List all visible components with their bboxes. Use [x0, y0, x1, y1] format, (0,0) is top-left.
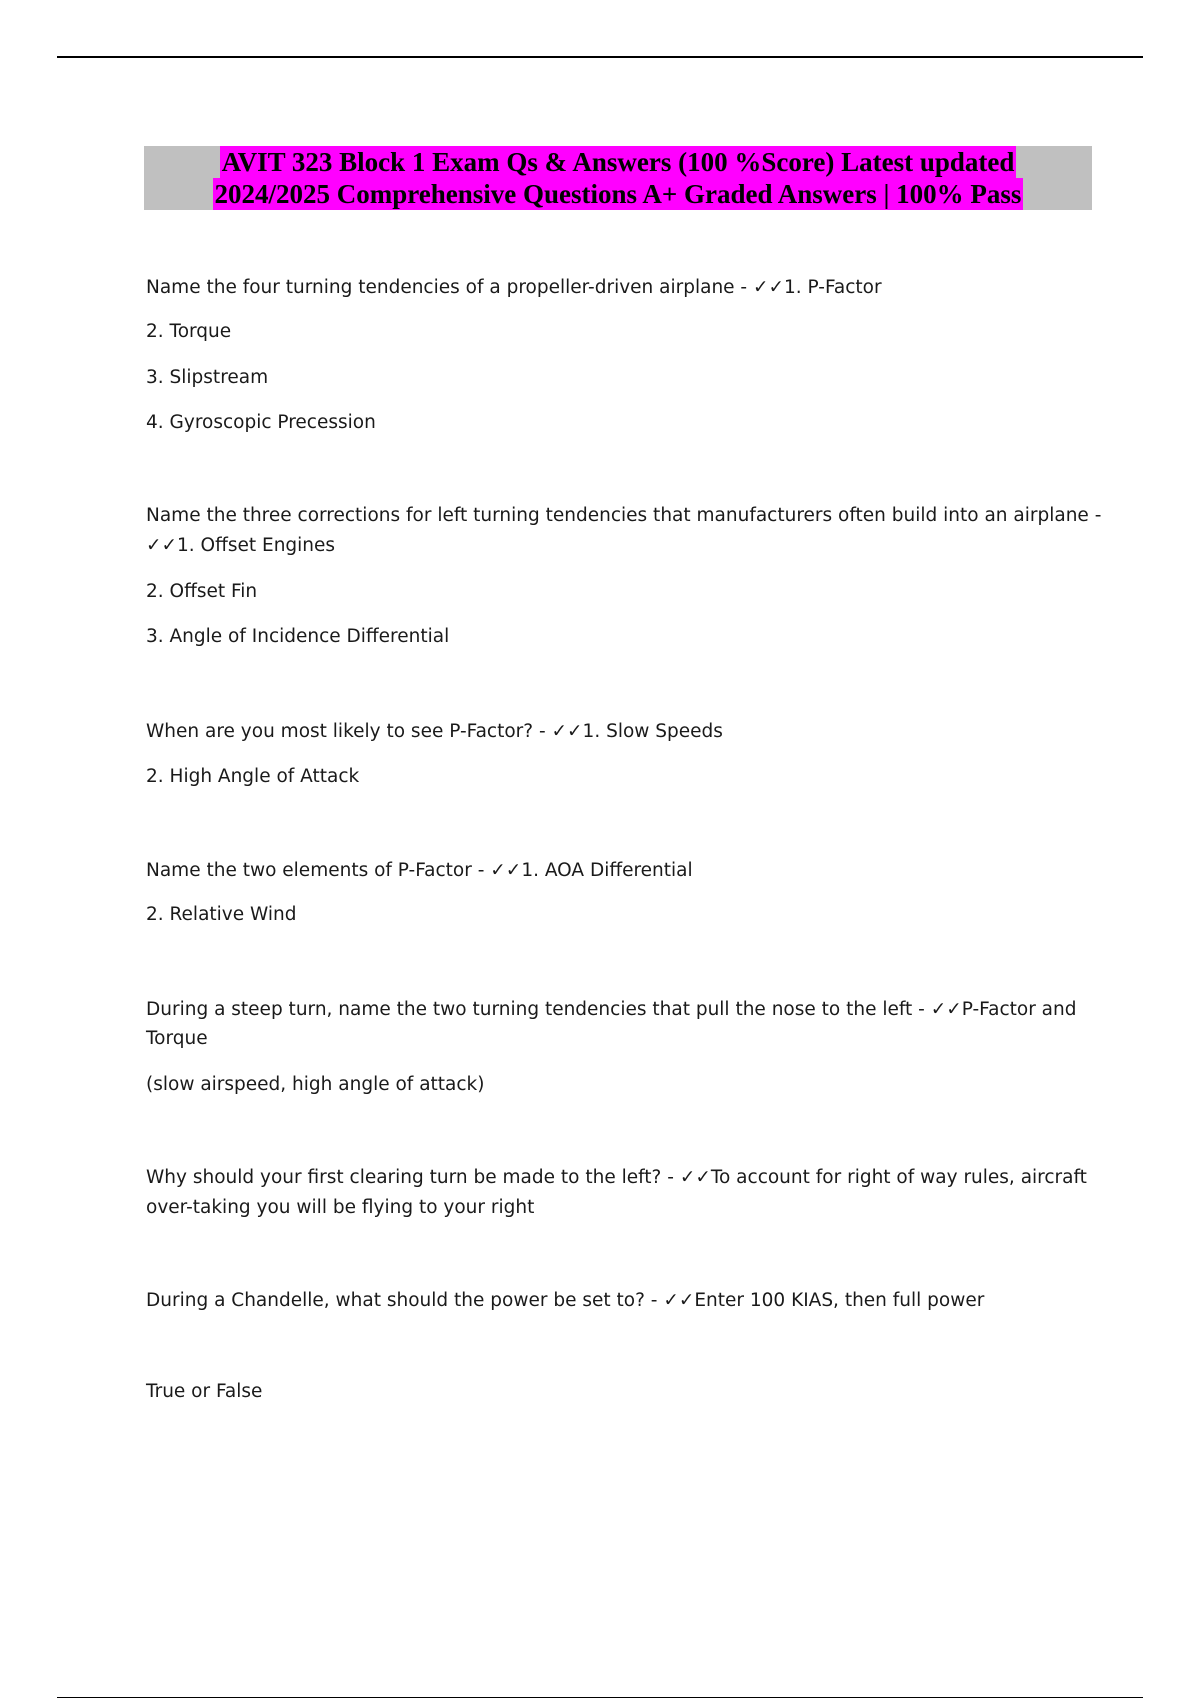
- answer-text: P-Factor and: [961, 999, 1077, 1020]
- double-check-icon: ✓✓: [551, 721, 583, 742]
- answer-line: 4. Gyroscopic Precession: [146, 412, 376, 433]
- question-text: When are you most likely to see P-Factor? -: [146, 721, 552, 742]
- question-text: Name the four turning tendencies of a propeller-driven airplane -: [146, 277, 753, 298]
- answer-text: 1. P-Factor: [784, 277, 882, 298]
- answer-line: 3. Slipstream: [146, 367, 269, 388]
- answer-line: 2. Relative Wind: [146, 904, 297, 925]
- bottom-rule: [57, 1697, 1143, 1698]
- qa-item-6-question-line: [146, 1164, 1086, 1192]
- answer-text: 1. Offset Engines: [177, 535, 336, 556]
- question-text: True or False: [146, 1381, 263, 1402]
- answer-line: 3. Angle of Incidence Differential: [146, 626, 450, 647]
- answer-line: 2. Torque: [146, 321, 232, 342]
- answer-line: over-taking you will be flying to your right: [146, 1197, 535, 1218]
- answer-text: To account for right of way rules, aircraft: [710, 1167, 1087, 1188]
- question-text: Name the two elements of P-Factor -: [146, 860, 491, 881]
- question-text: During a steep turn, name the two turning tendencies that pull the nose to the left -: [146, 999, 931, 1020]
- double-check-icon: ✓✓: [753, 277, 785, 298]
- qa-item-7-question-line: [146, 1287, 1086, 1315]
- answer-text: 1. AOA Differential: [521, 860, 693, 881]
- qa-item-2-answer-line: [146, 532, 1086, 560]
- question-text: During a Chandelle, what should the power be set to? -: [146, 1290, 664, 1311]
- answer-line: Torque: [146, 1028, 208, 1049]
- qa-item-4-question-line: [146, 857, 1086, 885]
- answer-line: 2. High Angle of Attack: [146, 766, 360, 787]
- qa-item-5-question-line: [146, 996, 1086, 1024]
- answer-text: Enter 100 KIAS, then full power: [694, 1290, 985, 1311]
- document-title-line-1: AVIT 323 Block 1 Exam Qs & Answers (100 %Score) Latest updated: [221, 147, 1015, 177]
- double-check-icon: ✓✓: [146, 535, 178, 556]
- double-check-icon: ✓✓: [490, 860, 522, 881]
- question-text: Name the three corrections for left turning tendencies that manufacturers often build into an airplane -: [146, 505, 1102, 526]
- answer-text: 1. Slow Speeds: [582, 721, 723, 742]
- qa-item-1-question-line: [146, 274, 1086, 302]
- double-check-icon: ✓✓: [930, 999, 962, 1020]
- answer-line: (slow airspeed, high angle of attack): [146, 1074, 485, 1095]
- double-check-icon: ✓✓: [663, 1290, 695, 1311]
- double-check-icon: ✓✓: [679, 1167, 711, 1188]
- qa-item-3-question-line: [146, 718, 1086, 746]
- document-title-line-2: 2024/2025 Comprehensive Questions A+ Graded Answers | 100% Pass: [214, 179, 1022, 209]
- answer-line: 2. Offset Fin: [146, 581, 258, 602]
- title-band: [144, 146, 1092, 210]
- top-rule: [57, 56, 1143, 58]
- question-text: Why should your first clearing turn be made to the left? -: [146, 1167, 680, 1188]
